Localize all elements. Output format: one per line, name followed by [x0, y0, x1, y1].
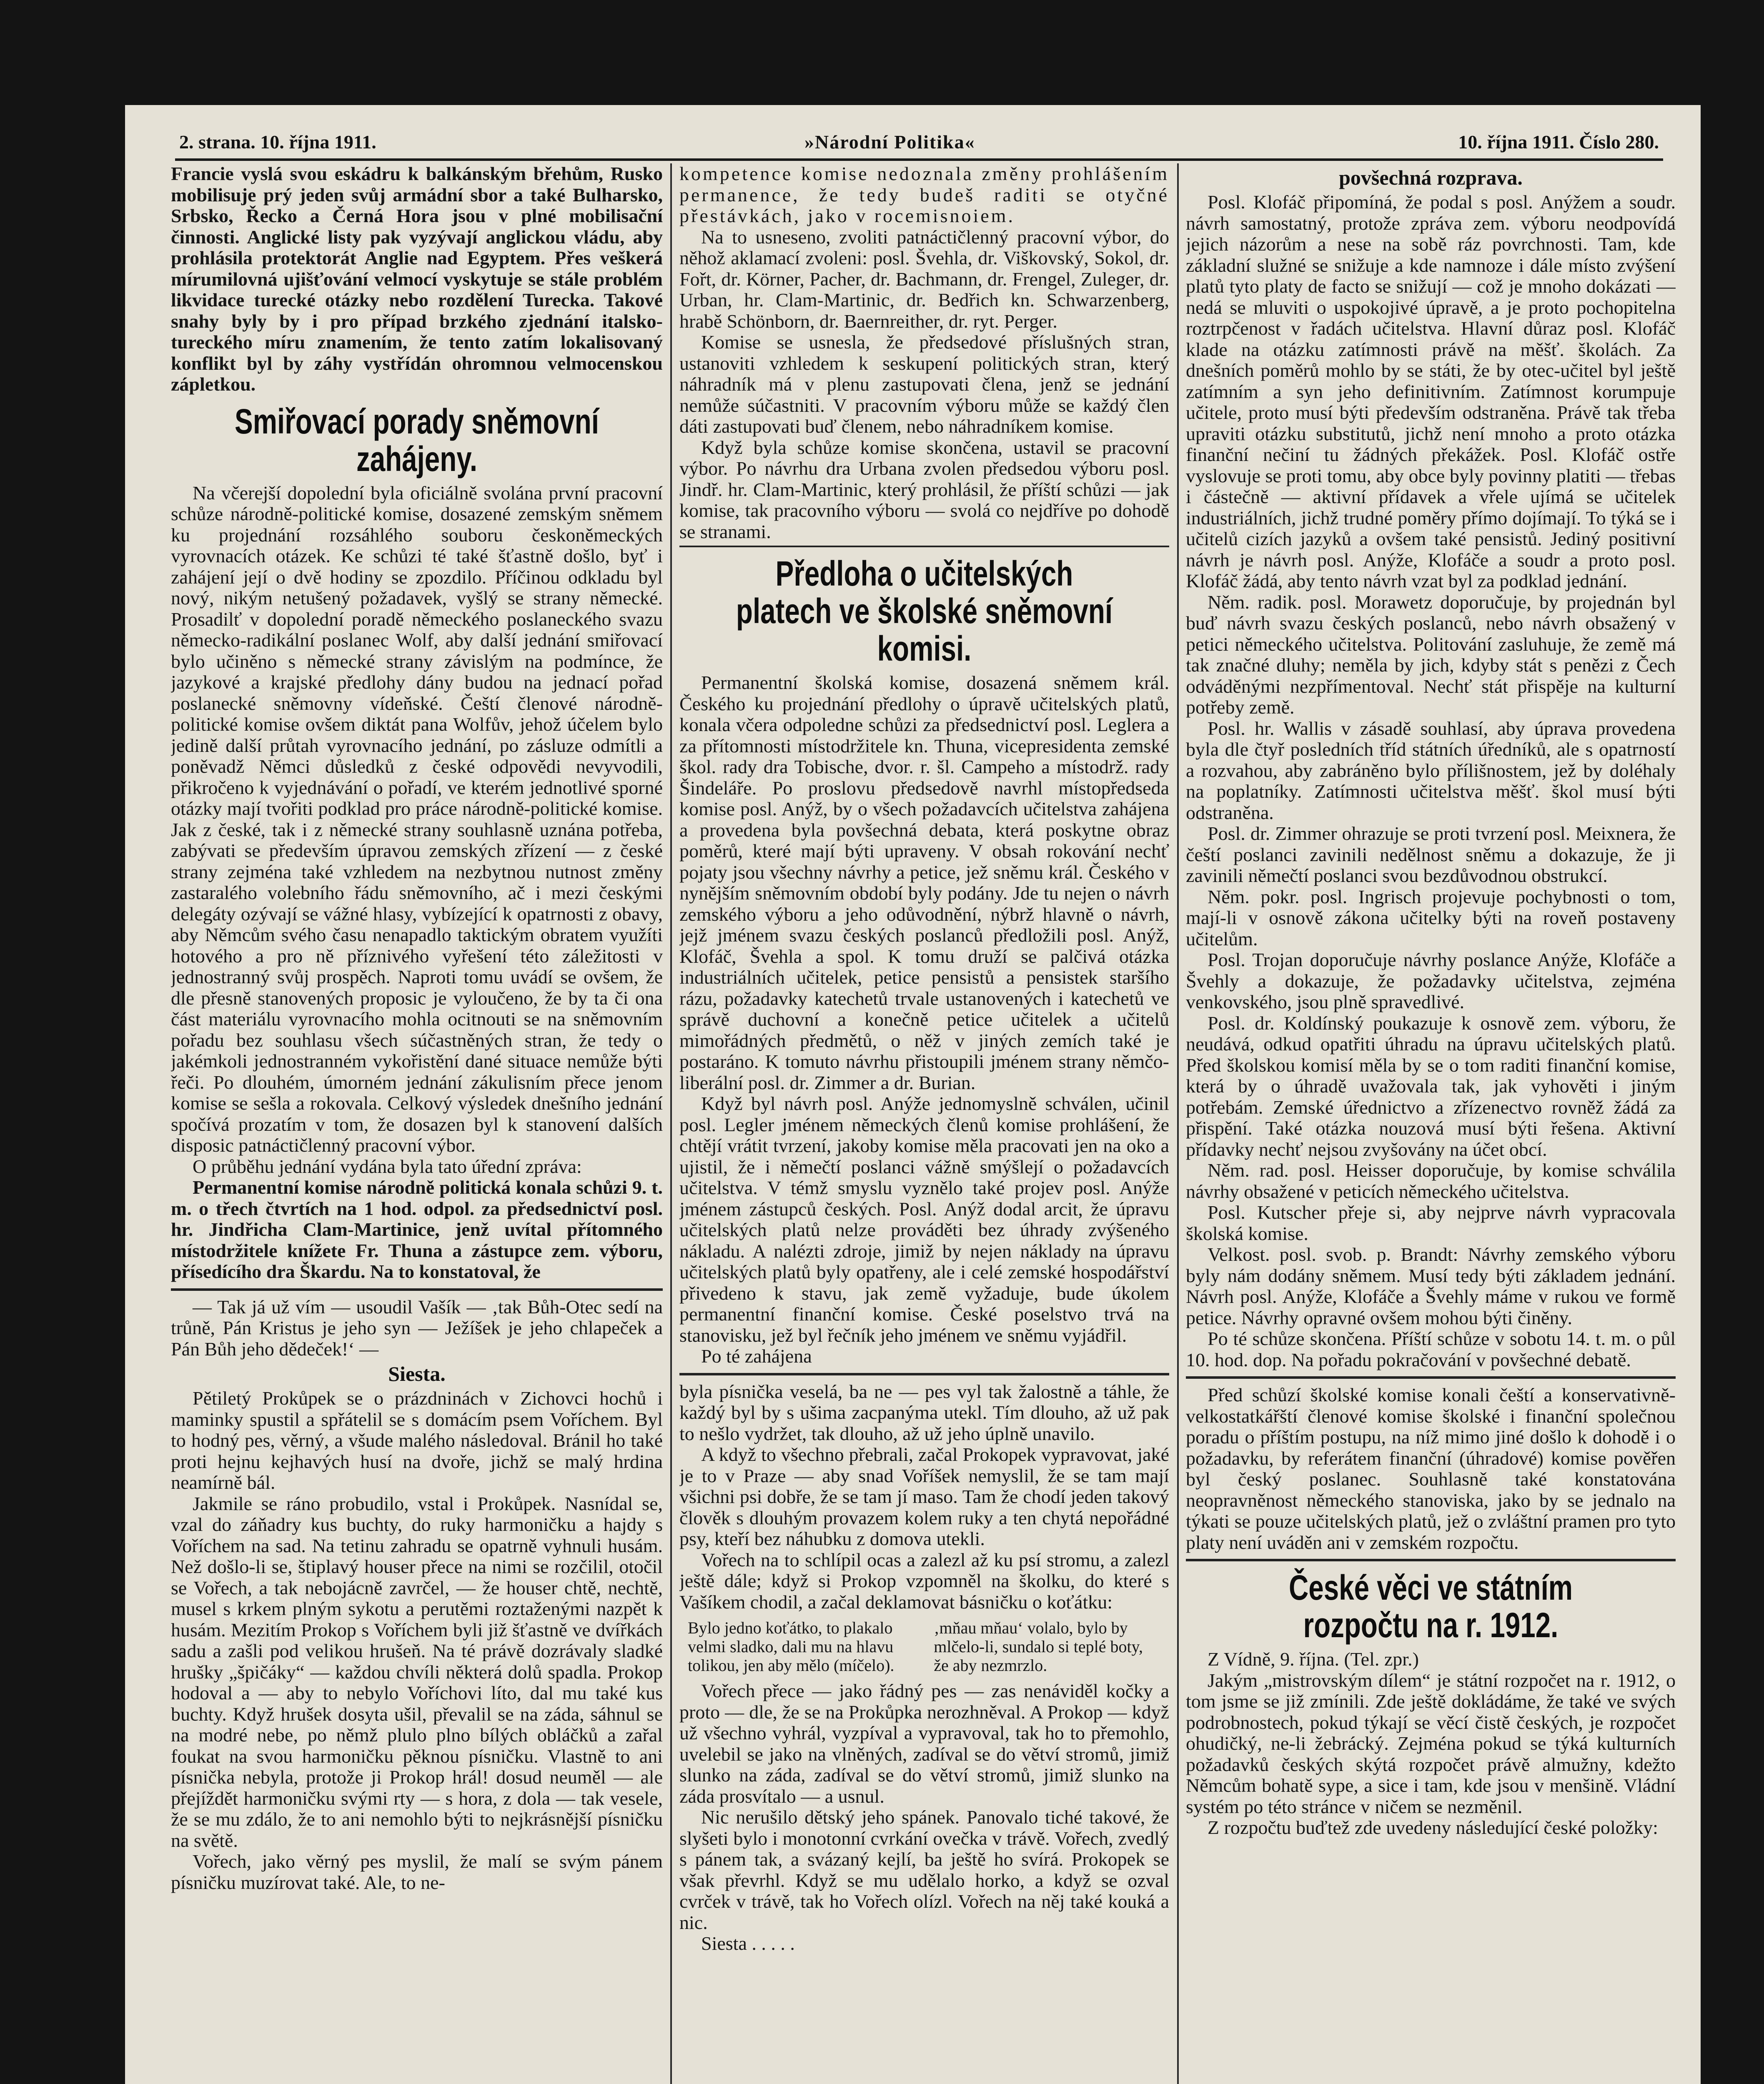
story-paragraph: — Tak já už vím — usoudil Vašík — ‚tak Bůh-Otec sedí na trůně, Pán Kristus je jeho syn — Ježíšek je jeho chlapeček a Pán Bůh jeho dědeček!‘ —	[171, 1296, 663, 1360]
section-rule	[1186, 1376, 1676, 1379]
column-1	[171, 163, 663, 2084]
story-paragraph: Vořech, jako věrný pes myslil, že malí se svým pánem písničku muzírovat také. Ale, to ne-	[171, 1851, 663, 1893]
column-2	[679, 163, 1169, 2084]
article-paragraph: Posl. dr. Zimmer ohrazuje se proti tvrzení posl. Meixnera, že čeští poslanci zavinili nedělnost sněmu a dokazuje, že ji zavinili němečtí poslanci svou bezdůvodnou obstrukcí.	[1186, 823, 1676, 886]
column-divider	[1177, 163, 1179, 2084]
section-subheading: povšechná rozprava.	[1339, 166, 1523, 189]
section-rule	[679, 1373, 1169, 1375]
article-paragraph: Něm. pokr. posl. Ingrisch projevuje pochybnosti o tom, mají-li v osnově zákona učitelky býti na roveň postaveny učitelům.	[1186, 886, 1676, 949]
story-paragraph: Nic nerušilo dětský jeho spánek. Panovalo tiché takové, že slyšeti bylo i monotonní cvrkání ovečka v trávě. Vořech, zvedlý s pánem tak, a svázaný kejlí, ba ještě ho svírá. Prokopek se však převrhl. Když se mu udělalo horko, a když se ozval cvrček v trávě, tak ho Vořech olízl. Vořech na něj také kouká a nic.	[679, 1806, 1169, 1933]
header-left: 2. strana. 10. října 1911.	[179, 131, 376, 153]
article-paragraph: Permanentní školská komise, dosazená sněmem král. Českého ku projednání předlohy o úpravě učitelských platů, konala včera odpoledne schůzi za předsednictví posl. Leglera a za přítomnosti místodržitele kn. Thuna, vicepresidenta zemské škol. rady dra Tobische, dvor. r. šl. Campeho a místodrž. rady Šindeláře. Po proslovu předsedově navrhl místopředseda komise posl. Anýž, by o všech požadavcích učitelstva zahájena a provedena byla povšechná debata, která poskytne obraz poměrů, které mají býti upraveny. V obsah rokování nechť pojaty jsou všechny návrhy a petice, jež sněmu král. Českého v nynějším sněmovním období byly podány. Jde tu nejen o návrh zemského výboru a jeho odůvodnění, nýbrž hlavně o návrh, jejž jménem svazu českých poslanců předložili posl. Anýž, Klofáč, Švehla a spol. K tomu druží se palčivá otázka industriálních učitelek, petice pensistů a pensistek staršího rázu, požadavky katechetů trvale ustanovených i katechetů ve správě duchovní a konečně petice učitelek a učitelů mimořádných předmětů, o něž v jiných zemích také je postaráno. K tomuto návrhu přistoupili jménem strany němčo-liberální posl. dr. Zimmer a dr. Burian.	[679, 672, 1169, 1093]
story-end: Siesta . . . . .	[701, 1933, 795, 1954]
article-paragraph: Z rozpočtu buďtež zde uvedeny následující české položky:	[1208, 1817, 1658, 1838]
article-paragraph: Posl. Kutscher přeje si, aby nejprve návrh vypracovala školská komise.	[1186, 1202, 1676, 1244]
article-paragraph: Před schůzí školské komise konali čeští a konservativně-velkostatkářští členové komise školské i finanční společnou poradu o příštím postupu, na níž mimo jiné došlo k dohodě i o požadavku, by referátem finanční (úhradové) komise pověřen byl český poslanec. Souhlasně také konstatována neopravněnost německého stanoviska, jako by se jednalo na týkati se pouze učitelských platů, jež o zvláštní pramen pro tyto platy není uváděn ani v zemském rozpočtu.	[1186, 1384, 1676, 1553]
article-paragraph: Po té zahájena	[701, 1345, 812, 1367]
article-paragraph: Když byla schůze komise skončena, ustavil se pracovní výbor. Po návrhu dra Urbana zvolen předsedou výboru posl. Jindř. hr. Clam-Martinic, který prohlásil, že příští schůzi — jak komise, tak pracovního výboru — svolá co nejdříve po dohodě se stranami.	[679, 436, 1169, 542]
story-paragraph: Vořech na to schlípil ocas a zalezl až ku psí stromu, a zalezl ještě dále; když si Prokop vzpomněl na školku, do které s Vašíkem chodil, a začal deklamovat básničku o koťátku:	[679, 1549, 1169, 1613]
section-rule	[679, 546, 1169, 547]
article-paragraph: Permanentní komise národně politická konala schůzi 9. t. m. o třech čtvrtích na 1 hod. odpol. za předsednictví posl. hr. Jindřicha Clam-Martinice, jenž uvítal přítomného místodržitele knížete Fr. Thuna a zástupce zem. výboru, přísedícího dra Škardu. Na to konstatoval, že	[171, 1177, 663, 1282]
article-intro: Francie vyslá svou eskádru k balkánským břehům, Rusko mobilisuje prý jeden svůj armádní sbor a také Bulharsko, Srbsko, Řecko a Černá Hora jsou v plné mobilisační činnosti. Anglické listy pak vyzývají anglickou vládu, aby prohlásila protektorát Anglie nad Egyptem. Přes veškerá mírumilovná ujišťování velmocí vyskytuje se stále problém likvidace turecké otázky nebo rozdělení Turecka. Takové snahy byly by i pro případ brzkého zjednání italsko-tureckého míru znamením, že tento zatím lokalisovaný konflikt byl by záhy vystřídán ohromnou velmocenskou zápletkou.	[171, 163, 663, 395]
story-paragraph: A když to všechno přebrali, začal Prokopek vypravovat, jaké je to v Praze — aby snad Voříšek nemyslil, že se tam mají všichni psi dobře, že se tam jí maso. Tam že chodí jeden takový člověk s dlouhým provazem kolem ruky a ten chytá nepořádné psy, kteří bez náhubku z domova utekli.	[679, 1444, 1169, 1549]
article-paragraph: Když byl návrh posl. Anýže jednomyslně schválen, učinil posl. Legler jménem německých členů komise prohlášení, že chtějí vrátit tvrzení, jakoby komise měla pracovati jen na oko a ujistil, že i němečtí poslanci vážně smýšlejí o požadavcích učitelstva. V témž smyslu vyznělo také projev posl. Anýže jménem zástupců českých. Posl. Anýž dodal arcit, že úpravu učitelských platů nelze prováděti bez úhrady zvýšeného nákladu. A nalézti zdroje, jimiž by nejen náklady na úpravu učitelských platů byly opatřeny, ale i celé zemské hospodářství přivedeno k stavu, jak země vyžaduje, bude úkolem permanentní finanční komise. České poselstvo trvá na stanovisku, jež byl řečník jeho jménem ve sněmu vyjádřil.	[679, 1093, 1169, 1346]
article-paragraph: Posl. Trojan doporučuje návrhy poslance Anýže, Klofáče a Švehly a dokazuje, že požadavky učitelstva, zejména venkovského, jsou plně spravedlivé.	[1186, 949, 1676, 1012]
article-paragraph: Posl. Klofáč připomíná, že podal s posl. Anýžem a soudr. návrh samostatný, protože zpráva zem. výboru neodpovídá jejich názorům a nese na sobě ráz povrchnosti. Tam, kde základní služné se snižuje a kde namnoze i dále místo zvýšení platů tyto platy de facto se snižují — což je mnoho dokázati — nedá se mluviti o uspokojivé úpravě, a je proto pochopitelna roztrpčenost v řadách učitelstva. Hlavní důraz posl. Klofáč klade na otázku zatímnosti právě na měšť. školách. Za dnešních poměrů mohlo by se státi, že by otec-učitel byl ještě zatímním a syn jeho definitivním. Zatímnost korumpuje učitele, proto musí býti především odstraněna. Právě tak třeba upraviti otázku substitutů, jichž není mnoho a proto otázka finanční nečiní tu žádných překážek. Posl. Klofáč ostře vyslovuje se proti tomu, aby obce byly povinny platiti — třebas i částečně — aktivní přídavek a vřele ujímá se učitelek industriálních, jichž trudné poměry přímo dojímají. To týká se i učitelů cizích jazyků a ovšem také pensistů. Jediný positivní návrh je návrh posl. Anýže, Klofáče a soudr a proto posl. Klofáč žádá, aby tento návrh vzat byl za podklad jednání.	[1186, 191, 1676, 591]
story-paragraph: Vořech přece — jako řádný pes — zas nenáviděl kočky a proto — dle, že se na Prokůpka nerozhněval. A Prokop — když už všechno vyhrál, vyzpíval a vypravoval, tak ho to přemohlo, uvelebil se jako na vlněných, zadíval se do větví stromů, jimiž slunko na záda, zadíval se do větví stromů, jimiž slunko na záda prosvítalo — a usnul.	[679, 1680, 1169, 1807]
article-paragraph: Velkost. posl. svob. p. Brandt: Návrhy zemského výboru byly nám dodány sněmem. Musí tedy býti základem jednání. Návrh posl. Anýže, Klofáče a Švehly máme v rukou ve formě petice. Návrhy opravné ovšem mohou býti činěny.	[1186, 1244, 1676, 1328]
column-divider	[670, 163, 672, 2084]
article-paragraph: Posl. hr. Wallis v zásadě souhlasí, aby úprava provedena byla dle čtyř posledních tříd státních úředníků, ale s opatrností a rozvahou, aby zabráněno bylo přílišnostem, jež by doléhaly na poplatníky. Zatímnosti učitelstva měšť. škol musí býti odstraněna.	[1186, 717, 1676, 823]
article-paragraph: Něm. rad. posl. Heisser doporučuje, by komise schválila návrhy obsažené v peticích německého učitelstva.	[1186, 1160, 1676, 1202]
article-heading: Předloha o učitelských platech ve školské sněmovní komisi.	[736, 554, 1113, 668]
article-heading: Smiřovací porady sněmovní zahájeny.	[235, 401, 599, 478]
article-paragraph: Na to usneseno, zvoliti patnáctičlenný pracovní výbor, do něhož aklamací zvoleni: posl. Švehla, dr. Viškovský, Sokol, dr. Fořt, dr. Körner, Pacher, dr. Bachmann, dr. Frengel, Zuleger, dr. Urban, hr. Clam-Martinic, dr. Bedřich kn. Schwarzenberg, hrabě Schönborn, dr. Baernreither, dr. ryt. Perger.	[679, 226, 1169, 332]
article-paragraph: Jakým „mistrovským dílem“ je státní rozpočet na r. 1912, o tom jsme se již zmínili. Zde ještě dokládáme, že také ve svých podrobnostech, pokud týkají se věcí čistě českých, je rozpočet ohudičký, ne-li žebrácký. Zejména pokud se týká kulturních požadavků českých skýtá rozpočet právě almužny, kdežto Němcům bohatě sype, a sice i tam, kde jsou v menšině. Vládní systém po této stránce v ničem se nezměnil.	[1186, 1669, 1676, 1817]
article-paragraph: Na včerejší dopolední byla oficiálně svolána první pracovní schůze národně-politické komise, dosazené zemským sněmem ku projednání rozsáhlého souboru českoněmeckých vyrovnacích otázek. Ke schůzi té také šťastně došlo, byť i zahájení její o dvě hodiny se zpozdilo. Příčinou odkladu byl nový, nikým netušený požadavek, vyšlý se strany německé. Prosadilť v dopolední poradě německého poslaneckého svazu německo-radikální poslanec Wolf, aby další jednání smiřovací bylo učiněno s německé strany závislým na podmínce, že jazykové a krajské předlohy dány budou na jednací pořad poslanecké sněmovny vídeňské. Čeští členové národně-politické komise ovšem diktát pana Wolfův, jehož účelem bylo jedině další průtah vyrovnacího jednání, po zásluze odmítli a poněvadž Němci důsledků z české odpovědi nevyvodili, přikročeno k vyjednávání o pořadí, ve kterém jednotlivé sporné otázky mají tvořiti podklad pro práce národně-politické komise. Jak z české, tak i z německé strany souhlasně uznána potřeba, zabývati se především úpravou zemských zřízení — z české strany zejména také vzhledem na nezbytnou nutnost změny zastaralého volebního řádu sněmovního, ač i mezi českými delegáty ozývají se vážné hlasy, vybízející k opatrnosti z obavy, aby Němcům svého času nenapadlo taktickým obratem využíti hotového a pro ně příznivého vyřešení této záležitosti v jednostranný svůj prospěch. Naproti tomu uvádí se ovšem, že dle přesně stanovených proposic je vyloučeno, že by ta či ona část materiálu vyrovnacího mohla ocitnouti se na sněmovním pořadu bez souhlasu všech súčastněných stran, že tedy o jakémkoli jednostranném vykořistění dané situace nemůže býti řeči. Po dlouhém, úmorném jednání zákulisním přece jenom komise se sešla a rokovala. Celkový výsledek dnešního jednání spočívá prozatím v tom, že dosazen byl k stanovení dalších disposic patnáctičlenný pracovní výbor.	[171, 482, 663, 1156]
article-paragraph: Po té schůze skončena. Příští schůze v sobotu 14. t. m. o půl 10. hod. dop. Na pořadu pokračování v povšechné debatě.	[1186, 1328, 1676, 1370]
masthead: »Národní Politika«	[804, 131, 975, 153]
poem-block	[688, 1618, 1161, 1675]
poem-right: ‚mňau mňau‘ volalo, bylo by mlčelo-li, sundalo si teplé boty, že aby nezmrzlo.	[934, 1618, 1143, 1675]
page-header	[179, 131, 1659, 156]
section-rule	[171, 1288, 663, 1291]
column-3	[1186, 163, 1676, 2084]
story-paragraph: Pětiletý Prokůpek se o prázdninách v Zichovci hochů i maminky spustil a spřátelil se s domácím psem Voříchem. Byl to hodný pes, věrný, a všude malého následoval. Bránil ho také proti hejnu kejhavých husí na dvoře, jichž se malý hrdina neamírně bál.	[171, 1388, 663, 1493]
article-paragraph: Něm. radik. posl. Morawetz doporučuje, by projednán byl buď návrh svazu českých poslanců, nebo návrh obsažený v petici německého učitelstva. Politování zasluhuje, že země má tak značné dluhy; neměla by jich, kdyby stát s penězi z Čech odváděnými nezpřímentoval. Nechť stát přispěje na kulturní potřeby země.	[1186, 591, 1676, 718]
section-rule	[1186, 1559, 1676, 1561]
article-paragraph: Posl. dr. Koldínský poukazuje k osnově zem. výboru, že neudává, odkud opatřiti úhradu na úpravu učitelských platů. Před školskou komisí měla by se o tom raditi finanční komise, která by o úhradě uvažovala tak, jak vyhověti i jiným potřebám. Zemské úřednictvo a zřízenectvo rovněž žádá za přispění. Také otázka nouzová musí býti řešena. Aktivní přídavky nechť nejsou zvyšovány na účet obcí.	[1186, 1012, 1676, 1160]
poem-left: Bylo jedno koťátko, to plakalo velmi sladko, dali mu na hlavu tolikou, jen aby mělo (míčelo).	[688, 1618, 895, 1675]
story-title: Siesta.	[388, 1362, 446, 1385]
article-heading: České věci ve státním rozpočtu na r. 1912.	[1288, 1568, 1573, 1645]
article-paragraph: kompetence komise nedoznala změny prohlášením permanence, že tedy budeš raditi se otyčné přestávkách, jako v rocemisnoiem.	[679, 163, 1169, 226]
story-paragraph: byla písnička veselá, ba ne — pes vyl tak žalostně a táhle, že každý byl by s ušima zacpanýma utekl. Tím dlouho, až už pak to nešlo vydržet, tak dlouho, až už jeho úplně unavilo.	[679, 1380, 1169, 1444]
newspaper-page	[125, 105, 1701, 2084]
article-paragraph: O průběhu jednání vydána byla tato úřední zpráva:	[193, 1155, 582, 1177]
article-paragraph: Komise se usnesla, že předsedové příslušných stran, ustanoviti vzhledem k seskupení politických stran, který náhradník má v plenu zastupovati člena, jenž se jednání nemůže súčastniti. V pracovním výboru může se každý člen dáti zastupovati buď členem, nebo náhradníkem komise.	[679, 331, 1169, 437]
header-rule	[175, 158, 1663, 161]
header-right: 10. října 1911. Číslo 280.	[1458, 131, 1659, 153]
story-paragraph: Jakmile se ráno probudilo, vstal i Prokůpek. Nasnídal se, vzal do záňadry kus buchty, do ruky harmoničku a hajdy s Voříchem na sad. Na tetinu zahradu se opatrně vyhnuli husám. Než došlo-li se, štiplavý houser přece na nimi se rozčilil, otočil se Vořech, a tak nebojácně zavrčel, — že houser chtě, nechtě, musel s krkem plným sykotu a perutěmi roztaženými nazpět k husám. Mezitím Prokop s Voříchem byli již šťastně ve dvířkách sadu a zašli pod velikou hrušeň. Na té právě dozrávaly sladké hrušky „špičáky“ — každou chvíli některá dolů spadla. Prokop hodoval a — aby to nebylo Voříchovi líto, dal mu také kus buchty. Když hrušek dosyta ušil, převalil se na záda, sáhnul se na modré nebe, po němž plulo plno bílých obláčků a zařal foukat na svou harmoničku pěknou písničku. Vlastně to ani písnička nebyla, protože ji Prokop hrál! dosud neuměl — ale přejíždět harmoničku svými rty — s hora, z dola — tak vesele, že se mu zdálo, že to ani nemohlo býti to nejkrásnější písničku na světě.	[171, 1493, 663, 1851]
dateline: Z Vídně, 9. října. (Tel. zpr.)	[1208, 1648, 1419, 1670]
